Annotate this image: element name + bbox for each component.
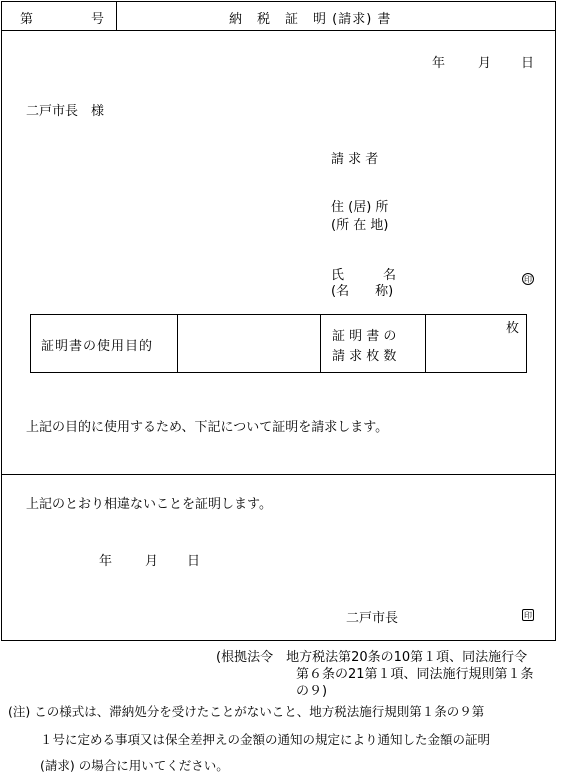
number-suffix: 号: [91, 12, 105, 27]
header-divider: [1, 30, 556, 31]
issuer-seal-icon: 印: [524, 611, 532, 620]
issuer-name: 二戸市長: [346, 611, 399, 626]
name-label-sub: (名 称): [331, 284, 394, 299]
purpose-label: 証明書の使用目的: [41, 339, 154, 354]
addressee: 二戸市長 様: [26, 104, 105, 119]
count-label-line2: 請 求 枚 数: [332, 349, 397, 364]
address-label: 住 (居) 所: [331, 200, 389, 215]
requester-seal-icon: 印: [524, 275, 532, 284]
legal-basis-line1: (根拠法令 地方税法第20条の10第１項、同法施行令: [216, 650, 528, 665]
table-divider-3: [425, 314, 426, 373]
date-year-label: 年: [432, 56, 446, 71]
requester-label: 請 求 者: [331, 152, 379, 167]
count-input-field[interactable]: [428, 317, 498, 370]
request-statement: 上記の目的に使用するため、下記について証明を請求します。: [26, 420, 389, 435]
count-unit: 枚: [506, 321, 520, 336]
date-month-label: 月: [478, 56, 492, 71]
purpose-input-field[interactable]: [180, 317, 317, 370]
header-number-divider: [116, 1, 117, 31]
certification-divider: [1, 474, 556, 475]
note-line3: (請求) の場合に用いてください。: [40, 758, 229, 773]
cert-day-label: 日: [187, 554, 201, 569]
cert-year-label: 年: [99, 554, 113, 569]
table-divider-1: [177, 314, 178, 373]
cert-month-label: 月: [145, 554, 159, 569]
note-line2: １号に定める事項又は保全差押えの金額の通知の規定により通知した金額の証明: [40, 732, 491, 747]
legal-basis-line2: 第６条の21第１項、同法施行規則第１条: [296, 667, 534, 682]
count-label-line1: 証 明 書 の: [332, 329, 397, 344]
date-day-label: 日: [521, 56, 535, 71]
note-line1: (注) この様式は、滞納処分を受けたことがないこと、地方税法施行規則第１条の９第: [8, 704, 485, 719]
address-label-sub: (所 在 地): [331, 218, 389, 233]
certification-statement: 上記のとおり相違ないことを証明します。: [26, 497, 272, 512]
number-prefix: 第: [20, 12, 34, 27]
name-label: 氏 名: [331, 268, 397, 283]
legal-basis-line3: の９): [296, 684, 328, 699]
document-title: 納 税 証 明 (請求) 書: [229, 12, 392, 27]
table-divider-2: [320, 314, 321, 373]
